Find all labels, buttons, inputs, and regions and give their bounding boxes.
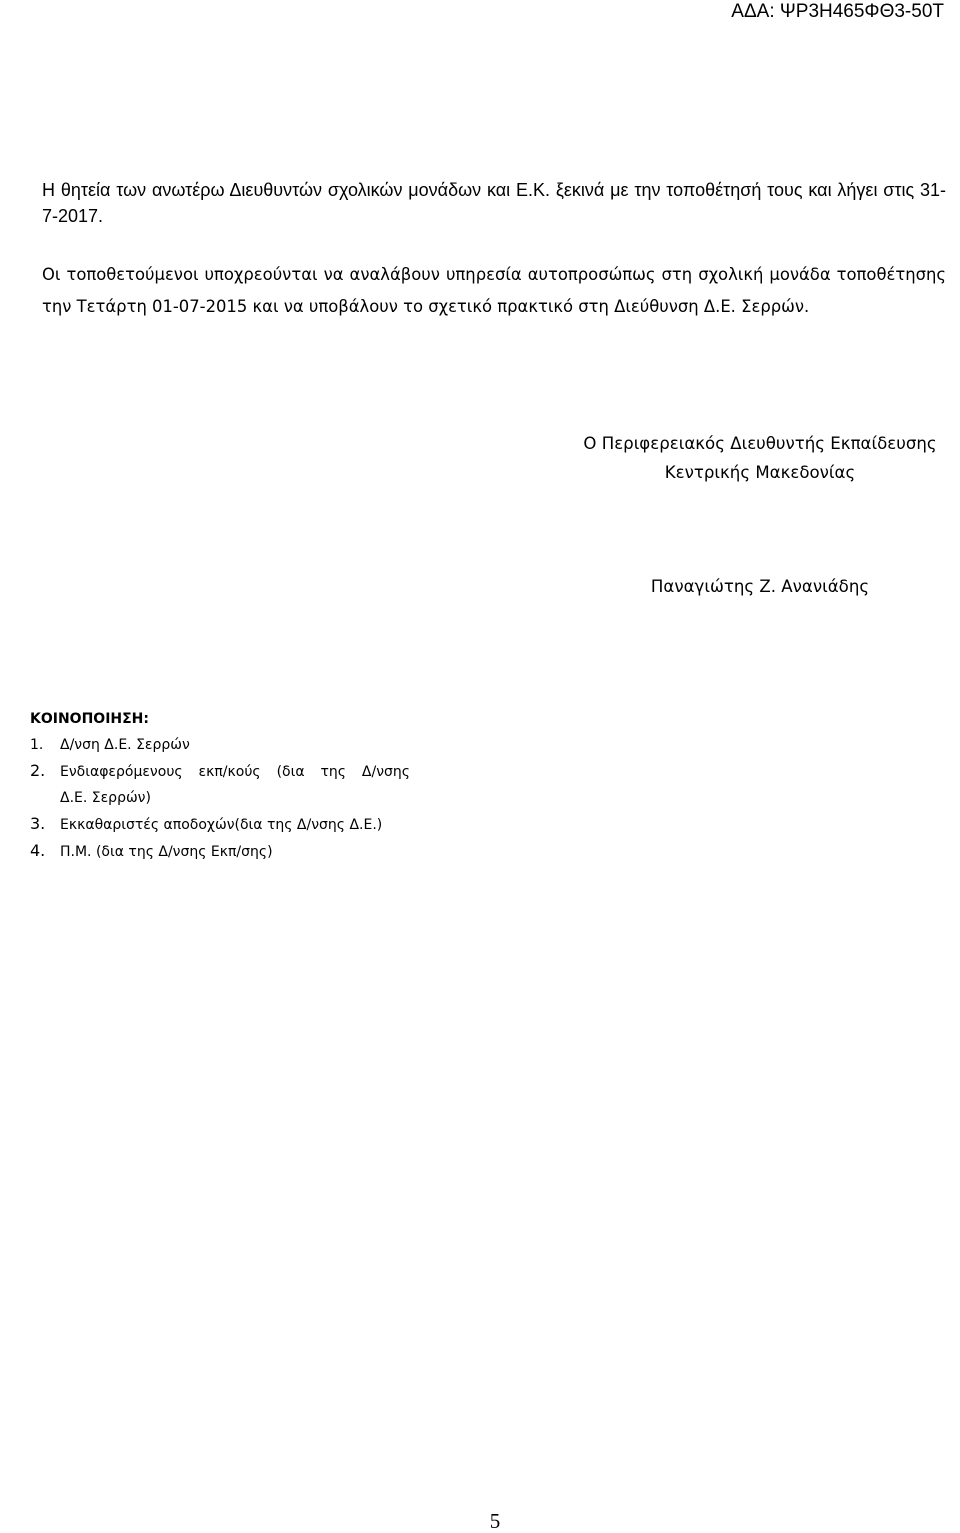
signatory-title-line1: Ο Περιφερειακός Διευθυντής Εκπαίδευσης: [583, 434, 937, 453]
ada-code: ΑΔΑ: ΨΡ3Η465ΦΘ3-50Τ: [731, 1, 944, 22]
page-number: 5: [489, 1509, 501, 1533]
notification-item-number: 1.: [30, 737, 44, 753]
notification-item: [30, 758, 410, 811]
notification-item: [30, 838, 410, 865]
duty-paragraph: Οι τοποθετούμενοι υποχρεούνται να αναλάβουν υπηρεσία αυτοπροσώπως στη σχολική μονάδα τοποθέτησης την Τετάρτη 01-07-2015 και να υποβάλουν το σχετικό πρακτικό στη Διεύθυνση Δ.Ε. Σερρών.: [42, 265, 946, 316]
notification-item-number: 4.: [30, 841, 46, 860]
notification-heading: ΚΟΙΝΟΠΟΙΗΣΗ:: [30, 711, 149, 727]
signatory-title: [500, 429, 960, 487]
notification-item-number: 2.: [30, 761, 46, 780]
signatory-title-line2: Κεντρικής Μακεδονίας: [664, 463, 856, 482]
notification-item-number: 3.: [30, 814, 46, 833]
notification-block: [30, 706, 410, 865]
notification-item-text: Ενδιαφερόμενους εκπ/κούς (δια της Δ/νσης: [60, 764, 410, 780]
notification-item-text: Π.Μ. (δια της Δ/νσης Εκπ/σης): [60, 844, 273, 860]
notification-item-continuation: Δ.Ε. Σερρών): [60, 790, 151, 806]
signatory-name: Παναγιώτης Ζ. Ανανιάδης: [650, 577, 870, 596]
notification-item-text: Εκκαθαριστές αποδοχών(δια της Δ/νσης Δ.Ε.): [60, 817, 383, 833]
notification-list: [30, 732, 410, 865]
notification-item: [30, 811, 410, 838]
term-paragraph: Η θητεία των ανωτέρω Διευθυντών σχολικών μονάδων και Ε.Κ. ξεκινά με την τοποθέτησή τους και λήγει στις 31-7-2017.: [42, 180, 946, 226]
notification-item-text: Δ/νση Δ.Ε. Σερρών: [60, 737, 190, 753]
notification-item: [30, 732, 410, 758]
